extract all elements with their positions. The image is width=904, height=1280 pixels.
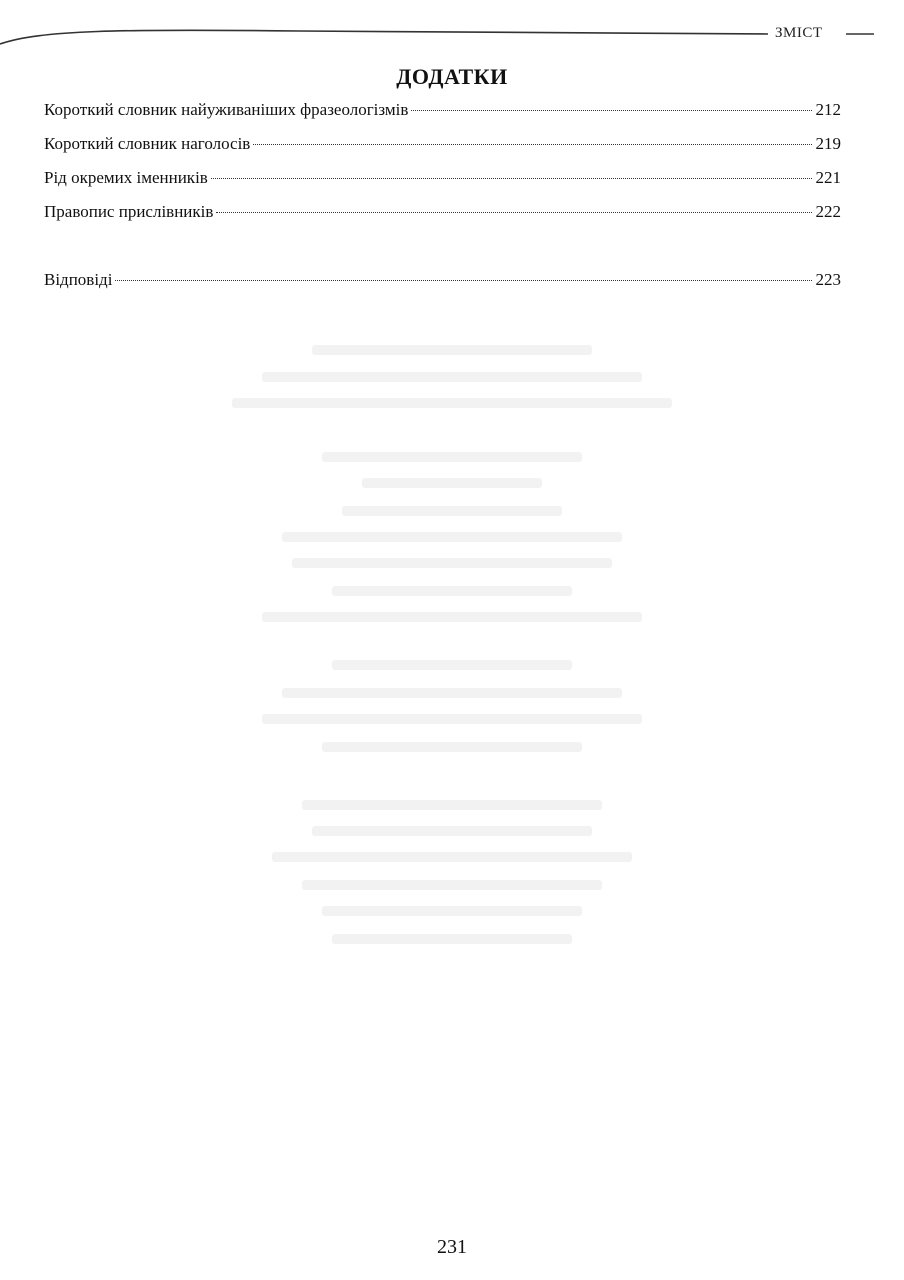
section-title: ДОДАТКИ: [396, 64, 508, 89]
toc-entry-page: 219: [815, 134, 841, 153]
toc-entry-label: Короткий словник наголосів: [44, 134, 251, 153]
page-number: 231: [437, 1236, 467, 1258]
toc-entry-label: Правопис прислівників: [44, 202, 214, 221]
toc-entry-page: 222: [815, 202, 841, 221]
toc-entry-label: Рід окремих іменників: [44, 168, 208, 187]
toc-entry-label: Відповіді: [44, 270, 113, 289]
toc-entry-page: 221: [815, 168, 841, 187]
running-header: ЗМІСТ: [775, 25, 823, 41]
toc-entry-page: 212: [815, 100, 841, 119]
toc-entry-label: Короткий словник найуживаніших фразеологізмів: [44, 100, 409, 119]
toc-entry-page: 223: [815, 270, 841, 289]
